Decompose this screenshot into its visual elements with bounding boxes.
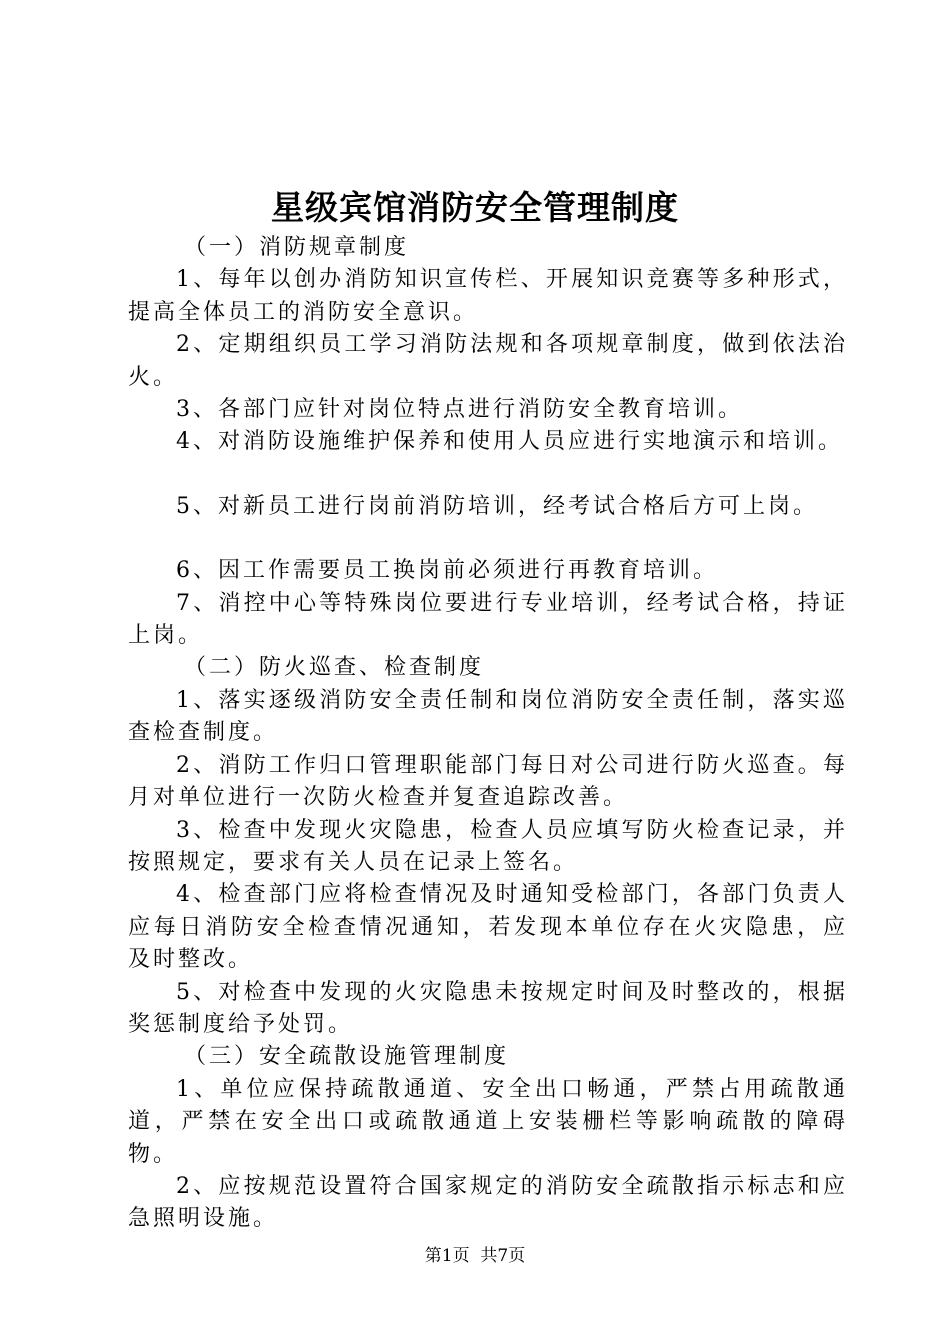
paragraph: 4、检查部门应将检查情况及时通知受检部门，各部门负责人应每日消防安全检查情况通知，若发现本单位存在火灾隐患，应及时整改。: [128, 882, 848, 973]
paragraph: 5、对新员工进行岗前消防培训，经考试合格后方可上岗。: [176, 493, 818, 519]
paragraph: 3、检查中发现火灾隐患，检查人员应填写防火检查记录，并按照规定，要求有关人员在记录上签名。: [128, 817, 848, 875]
paragraph: 2、定期组织员工学习消防法规和各项规章制度，做到依法治火。: [128, 332, 848, 390]
paragraph: 2、应按规范设置符合国家规定的消防安全疏散指示标志和应急照明设施。: [128, 1173, 848, 1232]
paragraph: 1、每年以创办消防知识宣传栏、开展知识竞赛等多种形式，提高全体员工的消防安全意识。: [128, 267, 848, 325]
document-title: 星级宾馆消防安全管理制度: [271, 188, 679, 227]
paragraph: 5、对检查中发现的火灾隐患未按规定时间及时整改的，根据奖惩制度给予处罚。: [128, 979, 848, 1037]
paragraph: 1、落实逐级消防安全责任制和岗位消防安全责任制，落实巡查检查制度。: [128, 687, 848, 746]
document-body: [128, 232, 848, 1236]
paragraph: 1、单位应保持疏散通道、安全出口畅通，严禁占用疏散通道，严禁在安全出口或疏散通道上安装栅栏等影响疏散的障碍物。: [128, 1076, 848, 1167]
paragraph: 7、消控中心等特殊岗位要进行专业培训，经考试合格，持证上岗。: [128, 590, 848, 649]
section-heading: （一）消防规章制度: [184, 235, 410, 260]
paragraph: 2、消防工作归口管理职能部门每日对公司进行防火巡查。每月对单位进行一次防火检查并复查追踪改善。: [128, 752, 848, 811]
page-footer: 第1页 共7页: [424, 1246, 526, 1266]
paragraph: 3、各部门应针对岗位特点进行消防安全教育培训。: [176, 397, 743, 423]
paragraph: 4、对消防设施维护保养和使用人员应进行实地演示和培训。: [176, 429, 843, 455]
section-heading: （二）防火巡查、检查制度: [184, 655, 485, 681]
paragraph: 6、因工作需要员工换岗前必须进行再教育培训。: [176, 558, 718, 584]
section-heading: （三）安全疏散设施管理制度: [184, 1044, 510, 1070]
